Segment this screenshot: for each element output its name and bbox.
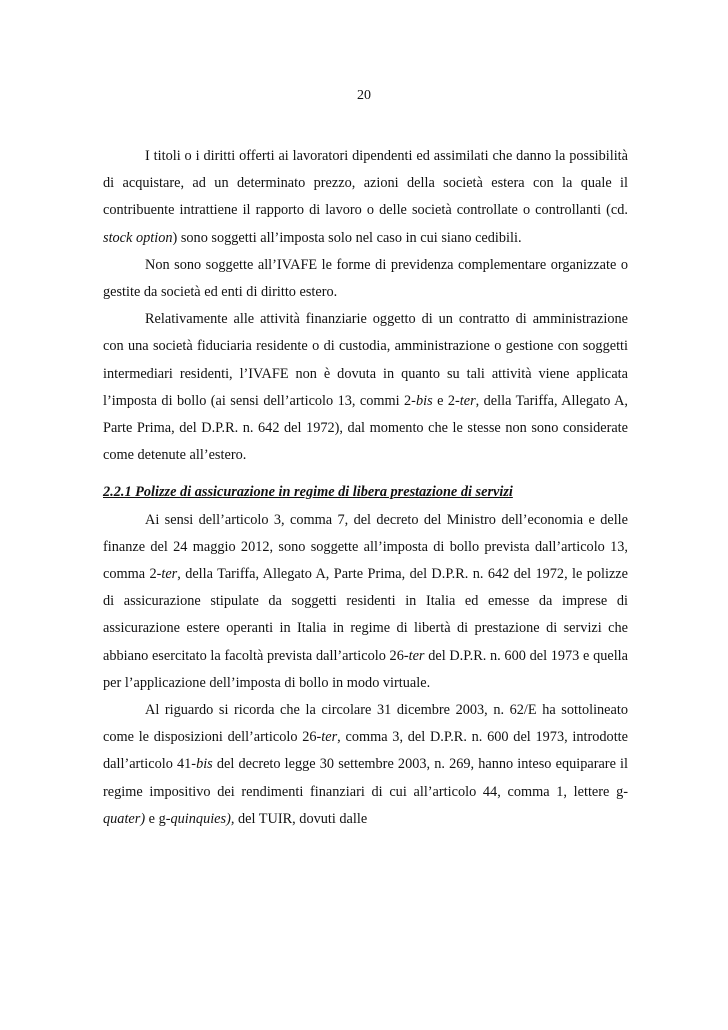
text-segment-italic: ter [321, 729, 338, 746]
text-segment: del TUIR, dovuti dalle [234, 810, 368, 827]
text-segment: del decreto legge 30 settembre 2003, n. 269, hanno inteso equiparare il regime impositivo dei rendimenti finanziari di cui all’articolo 44, comma 1, lettere g- [103, 756, 628, 800]
text-segment: , della Tariffa, Allegato A, Parte Prima, del D.P.R. n. 642 del 1972, le polizze di assicurazione stipulate da soggetti residenti in Italia ed emesse da imprese di assicurazione estere operanti in Italia in regime di libertà di prestazione di servizi che abbiano esercitato la facoltà prevista dall’articolo 26- [103, 566, 628, 664]
text-segment-italic: ter [161, 566, 178, 583]
text-segment: del D.P.R. n. 600 del 1973 e quella per l’applicazione dell’imposta di bollo in modo virtuale. [103, 647, 628, 691]
text-segment: e g- [145, 810, 171, 827]
text-segment: Relativamente alle attività finanziarie oggetto di un contratto di amministrazione con una società fiduciaria residente o di custodia, amministrazione o gestione con soggetti intermediari residenti, l’IVAFE non è dovuta in quanto su tali attività viene applicata l’imposta di bollo (ai sensi dell’articolo 13, commi 2- [103, 311, 628, 409]
text-segment-italic: stock option [103, 229, 173, 246]
text-segment-italic: ter [459, 392, 476, 409]
paragraph-previdenza [103, 252, 628, 306]
document-body [103, 143, 628, 833]
text-segment-italic: bis [196, 756, 213, 773]
text-segment-italic: quinquies), [170, 810, 235, 827]
text-segment: Ai sensi dell’articolo 3, comma 7, del decreto del Ministro dell’economia e delle finanze del 24 maggio 2012, sono soggette all’imposta di bollo prevista dall’articolo 13, comma 2- [103, 511, 628, 583]
text-segment: , della Tariffa, Allegato A, Parte Prima, del D.P.R. n. 642 del 1972), dal momento che le stesse non sono considerate come detenute all’estero. [103, 392, 628, 464]
text-segment: e 2- [432, 392, 460, 409]
paragraph-circolare [103, 697, 628, 833]
text-segment-italic: bis [415, 392, 433, 409]
text-segment-italic: quater) [103, 810, 146, 827]
paragraph-polizze [103, 507, 628, 697]
text-segment: Al riguardo si ricorda che la circolare 31 dicembre 2003, n. 62/E ha sottolineato come le disposizioni dell’articolo 26- [103, 702, 628, 746]
text-segment: ) sono soggetti all’imposta solo nel caso in cui siano cedibili. [172, 229, 522, 246]
text-segment: Non sono soggette all’IVAFE le forme di previdenza complementare organizzate o gestite da società ed enti di diritto estero. [103, 256, 628, 301]
text-segment: , comma 3, del D.P.R. n. 600 del 1973, introdotte dall’articolo 41- [103, 729, 628, 773]
text-segment-italic: ter [408, 647, 425, 664]
text-segment: I titoli o i diritti offerti ai lavoratori dipendenti ed assimilati che danno la possibilità di acquistare, ad un determinato prezzo, azioni della società estera con la quale il contribuente intrattiene il rapporto di lavoro o delle società controllate o controllanti (cd. [103, 148, 628, 219]
paragraph-stock-option [103, 143, 628, 252]
page-number: 20 [357, 88, 371, 103]
paragraph-attivita-finanziarie [103, 306, 628, 469]
section-heading: 2.2.1 Polizze di assicurazione in regime di libera prestazione di servizi [103, 484, 513, 501]
